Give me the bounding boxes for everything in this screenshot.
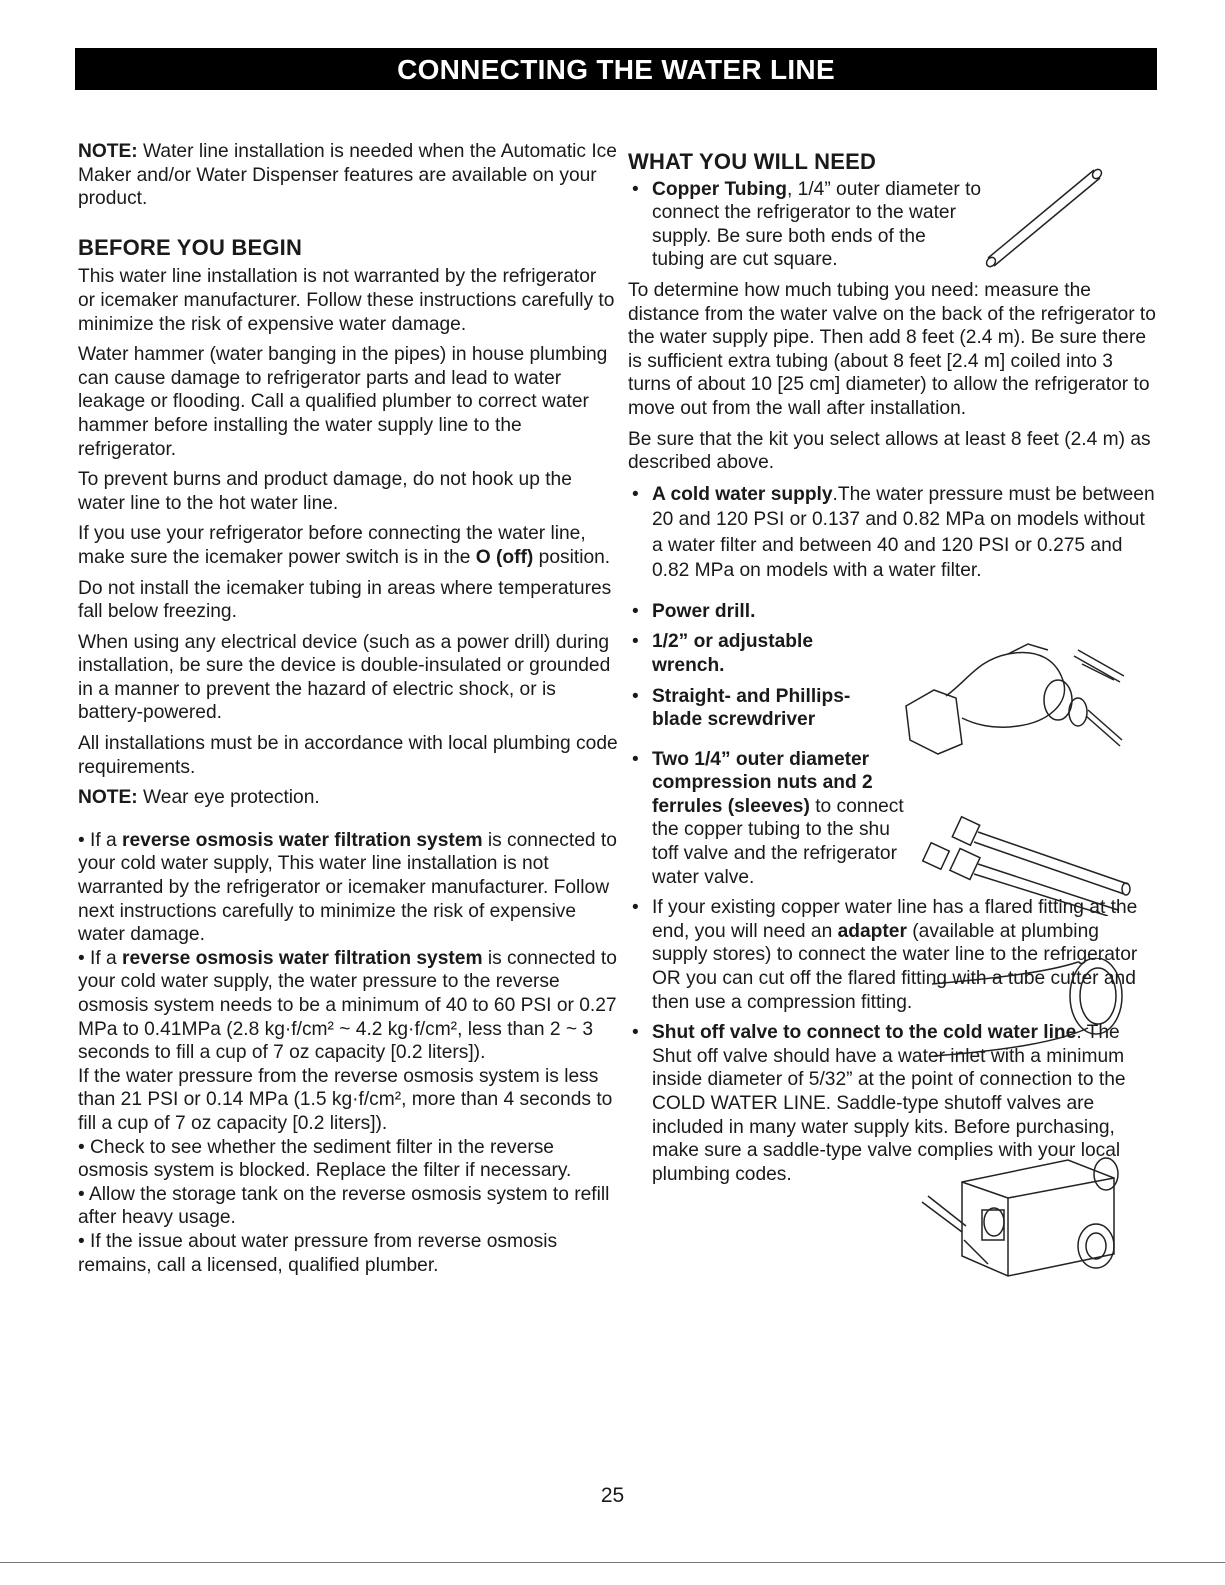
text: • If a — [78, 947, 123, 969]
note-text: Wear eye protection. — [137, 787, 320, 809]
what-you-will-need-heading: WHAT YOU WILL NEED — [628, 149, 877, 174]
flared-adapter-illustration — [928, 958, 1136, 1062]
ro-check-filter: • Check to see whether the sediment filter in the reverse osmosis system is blocked. Replace the filter if necessary. — [78, 1136, 572, 1182]
compression-nuts-illustration — [918, 812, 1136, 916]
item-text: (available at plumbing supply stores) to connect the water line to the refrigerator OR you can cut off the flared fitting with a tube cutter and then use a compression fitting. — [652, 920, 1138, 1013]
shutoff-valve-illustration — [918, 1152, 1128, 1278]
screwdriver-item — [628, 685, 882, 732]
ro-warning-2 — [78, 947, 618, 1065]
kit-paragraph: Be sure that the kit you select allows at least 8 feet (2.4 m) as described above. — [628, 428, 1151, 474]
item-title: Copper Tubing — [652, 178, 787, 200]
item-title: Two 1/4” outer diameter compression nuts and 2 ferrules (sleeves) — [652, 748, 873, 817]
note-label: NOTE: — [78, 787, 138, 809]
text: is connected to your cold water supply, the water pressure to the reverse osmosis system needs to be a minimum of 40 to 60 PSI or 0.27 MPa to 0.41MPa (2.8 kg·f/cm² ~ 4.2 kg·f/cm², less than 2 ~ 3 seconds to fill a cup of 7 oz capacity [0.2 liters]). — [78, 947, 617, 1064]
item-text: to connect the copper tubing to the shu toff valve and the refrigerator water valve. — [652, 795, 904, 888]
item-title: Straight- and Phillips-blade screwdriver — [652, 685, 851, 731]
bullet: • — [632, 600, 639, 622]
left-column — [78, 140, 618, 1277]
bullet: • — [632, 1022, 639, 1044]
paragraph: This water line installation is not warranted by the refrigerator or icemaker manufacturer. Follow these instructions carefully to minimize the risk of expensive water damage. — [78, 266, 615, 335]
bullet: • — [632, 685, 639, 707]
paragraph: When using any electrical device (such as a power drill) during installation, be sure the device is double-insulated or grounded in a manner to prevent the hazard of electric shock, or is battery-powered. — [78, 631, 611, 724]
text: position. — [533, 546, 611, 568]
item-text: . The Shut off valve should have a water inlet with a minimum inside diameter of 5/32” at the point of connection to the COLD WATER LINE. Saddle-type shutoff valves are included in many water supply kits. Before purchasing, make sure a saddle-type valve complies with your local plumbing codes. — [652, 1022, 1126, 1185]
text: is connected to your cold water supply, This water line installation is not warranted by the refrigerator or icemaker manufacturer. Follow next instructions carefully to minimize the risk of expensive water damage. — [78, 829, 617, 946]
ro-system-term: reverse osmosis water filtration system — [122, 947, 483, 969]
section-banner: CONNECTING THE WATER LINE — [75, 48, 1157, 90]
item-text: If your existing copper water line has a flared fitting at the end, you will need an — [652, 897, 1138, 942]
note-text: Water line installation is needed when the Automatic Ice Maker and/or Water Dispenser features are available on your product. — [78, 141, 617, 210]
cold-water-item — [628, 482, 1158, 584]
ro-warning-1 — [78, 829, 618, 947]
note-intro — [78, 140, 618, 211]
paragraph: Do not install the icemaker tubing in areas where temperatures fall below freezing. — [78, 577, 612, 623]
bottom-rule — [0, 1562, 1225, 1563]
item-text: .The water pressure must be between 20 and 120 PSI or 0.137 and 0.82 MPa on models without a water filter and between 40 and 120 PSI or 0.275 and 0.82 MPa on models with a water filter. — [652, 483, 1155, 582]
bullet: • — [632, 483, 639, 505]
item-title: Power drill. — [652, 600, 756, 622]
bullet: • — [632, 897, 639, 919]
item-text: , 1/4” outer diameter to connect the refrigerator to the water supply. Be sure both ends of the tubing are cut square. — [652, 178, 982, 271]
ro-low-pressure: If the water pressure from the reverse osmosis system is less than 21 PSI or 0.14 MPa (1.5 kg·f/cm², more than 4 seconds to fill a cup of 7 oz capacity [0.2 liters]). — [78, 1065, 613, 1134]
bullet: • — [632, 631, 639, 653]
item-title: 1/2” or adjustable wrench. — [652, 631, 814, 676]
ro-storage-tank: • Allow the storage tank on the reverse osmosis system to refill after heavy usage. — [78, 1183, 610, 1229]
power-drill-item — [628, 600, 1158, 624]
item-title: Shut off valve to connect to the cold water line — [652, 1022, 1077, 1044]
wrench-item — [628, 630, 842, 677]
text: If you use your refrigerator before connecting the water line, make sure the icemaker power switch is in the — [78, 523, 586, 568]
copper-tubing-illustration — [980, 162, 1110, 274]
paragraph: All installations must be in accordance with local plumbing code requirements. — [78, 733, 618, 778]
bullet: • — [632, 178, 639, 200]
text: • If a — [78, 829, 123, 851]
ro-system-term: reverse osmosis water filtration system — [122, 829, 483, 851]
item-title: adapter — [837, 920, 907, 942]
before-you-begin-heading: BEFORE YOU BEGIN — [78, 234, 303, 260]
power-drill-illustration — [898, 640, 1130, 762]
ro-call-plumber: • If the issue about water pressure from reverse osmosis remains, call a licensed, qualified plumber. — [78, 1230, 558, 1276]
icemaker-switch-paragraph — [78, 522, 618, 569]
bullet: • — [632, 748, 639, 770]
item-title: A cold water supply — [652, 483, 833, 505]
page-number: 25 — [600, 1484, 625, 1507]
paragraph: To prevent burns and product damage, do not hook up the water line to the hot water line. — [78, 469, 572, 514]
measure-paragraph: To determine how much tubing you need: measure the distance from the water valve on the back of the refrigerator to the water supply pipe. Then add 8 feet (2.4 m). Be sure there is sufficient extra tubing (about 8 feet [2.4 m] coiled into 3 turns of about 10 [25 cm] diameter) to allow the refrigerator to move out from the wall after installation. — [628, 279, 1156, 419]
note-label: NOTE: — [78, 141, 138, 162]
note-eye-protection — [78, 786, 618, 810]
copper-tubing-item — [628, 178, 982, 272]
paragraph: Water hammer (water banging in the pipes) in house plumbing can cause damage to refrigerator parts and lead to water leakage or flooding. Call a qualified plumber to correct water hammer before installing the water supply line to the refrigerator. — [78, 344, 608, 460]
compression-nuts-item — [628, 748, 912, 890]
switch-position: O (off) — [475, 546, 534, 568]
